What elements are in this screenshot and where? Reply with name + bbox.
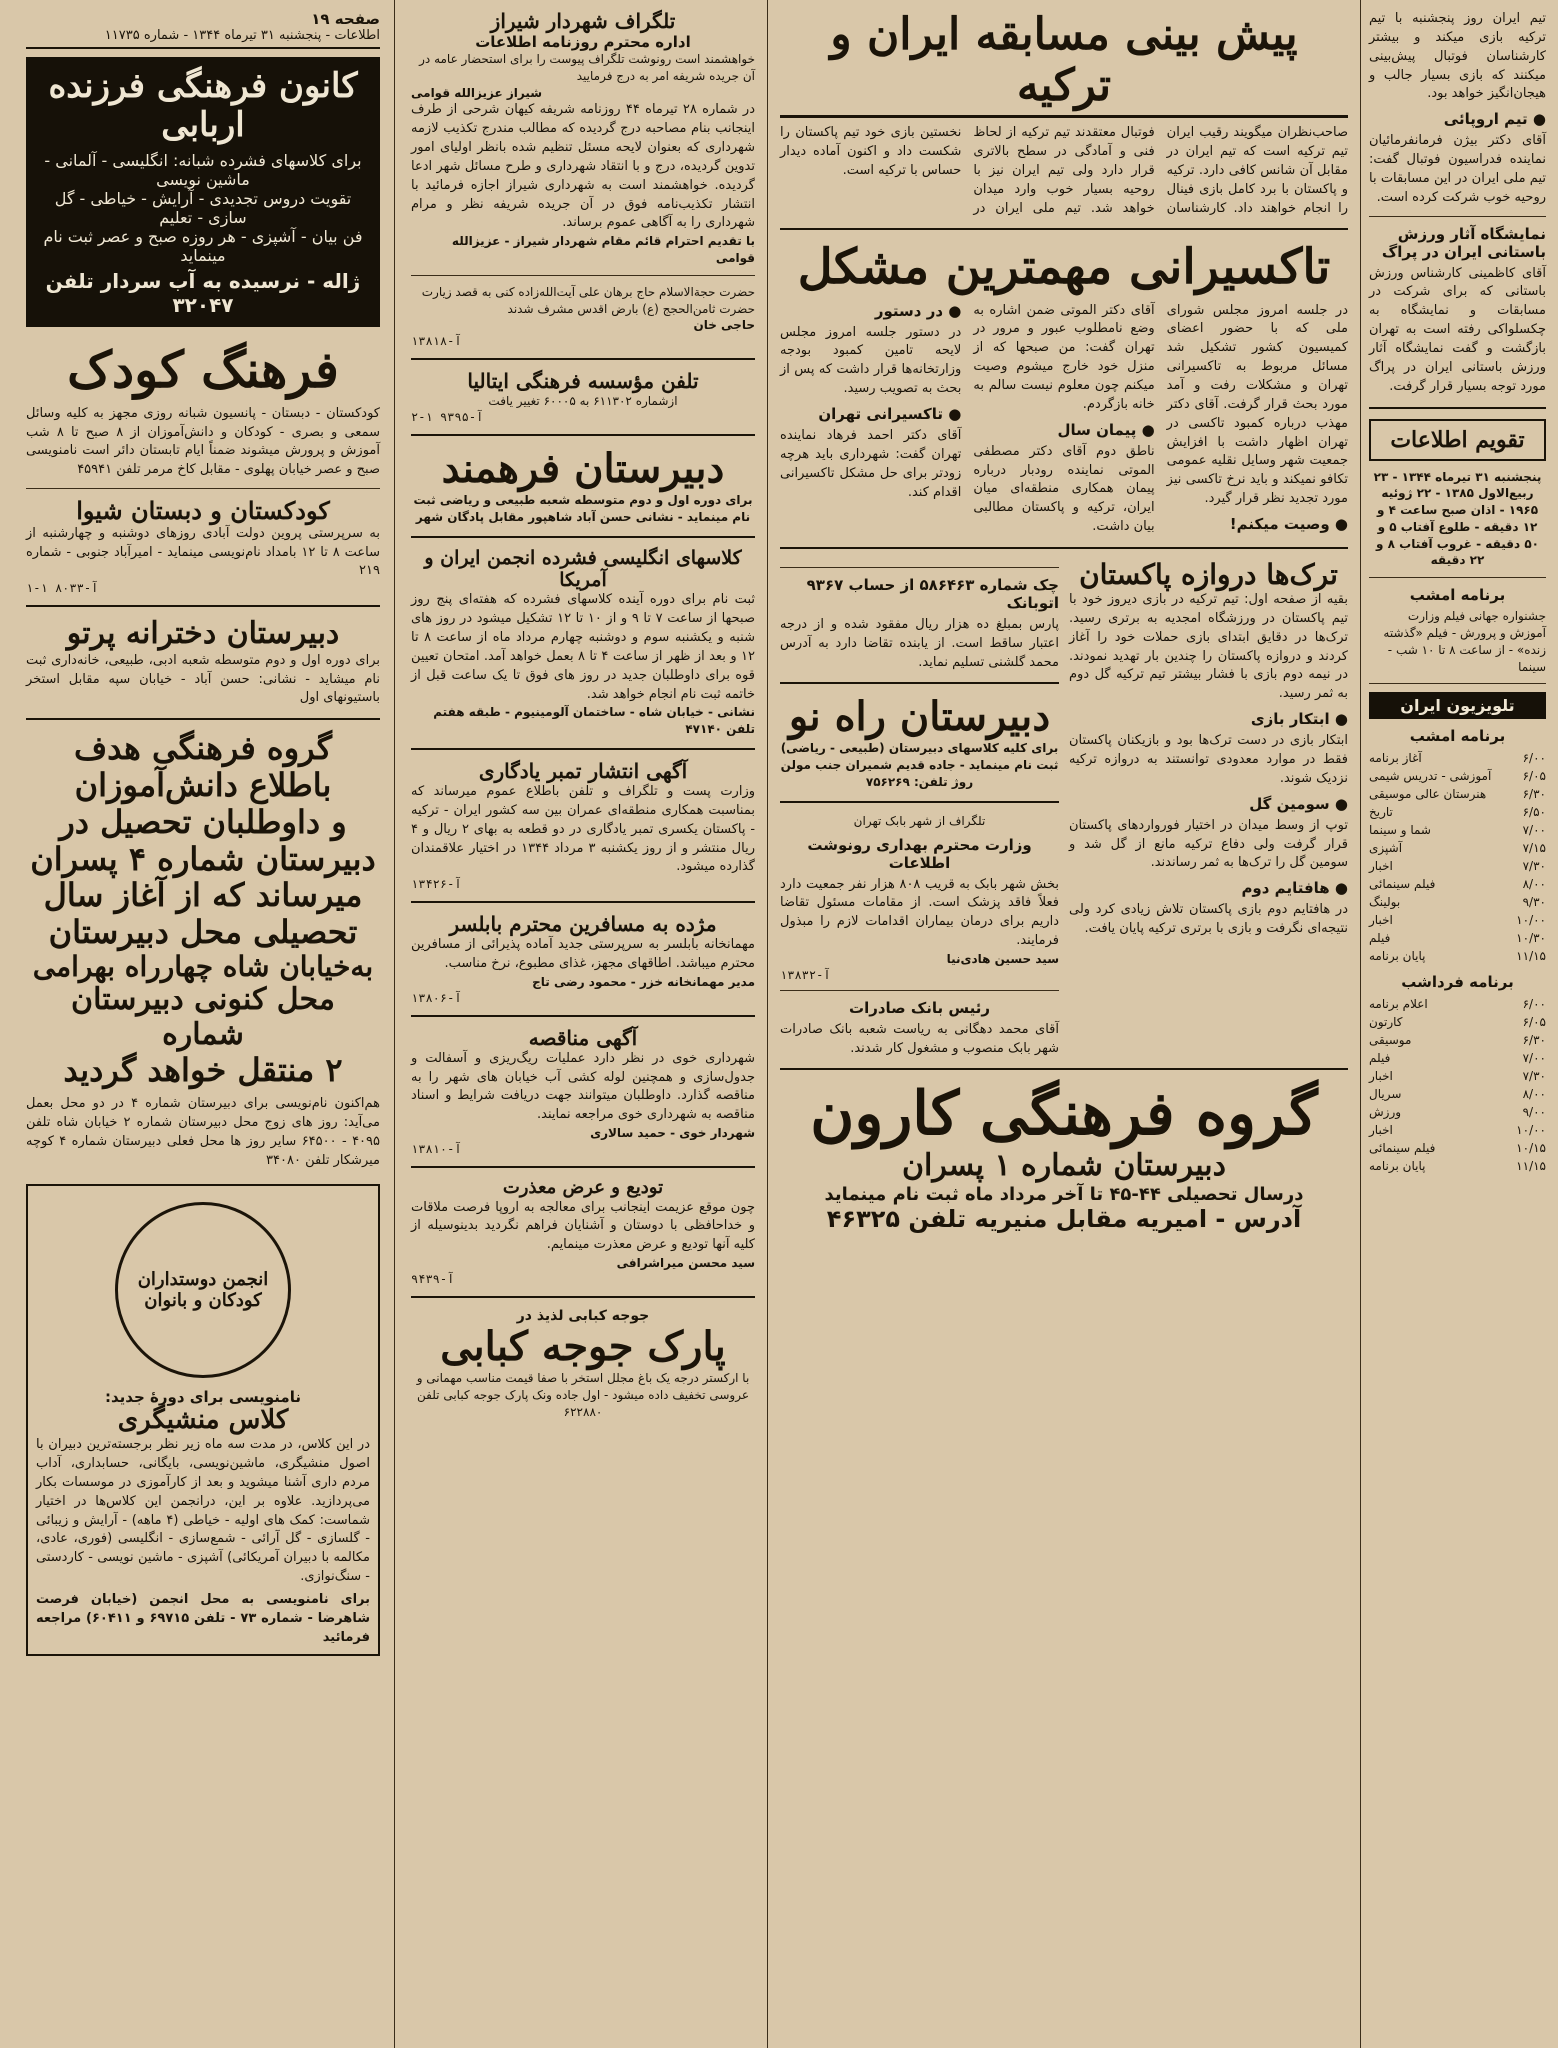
tv-program: فیلم bbox=[1369, 931, 1391, 946]
hadaf-line-6: تحصیلی محل دبیرستان bbox=[48, 913, 358, 952]
taxi-sub-3: ● در دستور bbox=[874, 301, 962, 320]
bank-ref: آ-۱۳۸۳۲ bbox=[780, 967, 831, 982]
tv-row bbox=[1369, 857, 1546, 875]
english-addr: نشانی - خیابان شاه - ساختمان آلومینیوم - طبقه هفتم تلفن ۴۷۱۴۰ bbox=[433, 705, 755, 737]
tv-program: فیلم سینمائی bbox=[1369, 877, 1436, 892]
tozie-title: تودیع و عرض معذرت bbox=[502, 1176, 664, 1198]
tv-row bbox=[1369, 875, 1546, 893]
tv2-title: برنامه فرداشب bbox=[1401, 973, 1514, 992]
column-right bbox=[1360, 0, 1558, 2048]
koodak-title: فرهنگ کودک bbox=[67, 340, 339, 400]
karoon-sub: دبیرستان شماره ۱ پسران bbox=[902, 1148, 1226, 1184]
tv-time: ۶/۵۰ bbox=[1522, 805, 1546, 820]
tv-schedule-tomorrow bbox=[1369, 995, 1546, 1175]
anjoman-foot: برای نامنویسی به محل انجمن (خیابان فرصت شاهرضا - شماره ۷۳ - تلفن ۶۹۷۱۵ و ۶۰۴۱۱) مراجعه فرمائید bbox=[36, 1592, 370, 1645]
kanoon-line-3: فن بیان - آشپزی - هر روزه صبح و عصر ثبت نام مینماید bbox=[43, 227, 363, 266]
right-body-2: آقای کاظمینی کارشناس ورزش باستانی که برای شرکت در مسابقات و نمایشگاه به چکسلواکی رفته است به تهران بازگشت و گفت نمایشگاه آثار ورزش باستانی ایران در پراگ مورد توجه بسیار قرار گرفت. bbox=[1369, 265, 1546, 394]
hadaf-ad bbox=[26, 730, 380, 1170]
tv-time: ۷/۳۰ bbox=[1522, 859, 1546, 874]
tv-row bbox=[1369, 893, 1546, 911]
pakistan-sub-1: ● ابتکار بازی bbox=[1250, 710, 1348, 729]
tv-row bbox=[1369, 929, 1546, 947]
taxi-body-2: آقای دکتر الموتی ضمن اشاره به وضع نامطلوب عبور و مرور در تهران گفت: من صبحها که از منزل خود خارج میشوم وصیت میکنم چون معلوم نیست سالم به خانه بازگردم. bbox=[973, 302, 1155, 412]
tozie-ref: آ-۹۴۳۹ bbox=[411, 1271, 455, 1286]
tv-program: پایان برنامه bbox=[1369, 949, 1426, 964]
right-lower-column bbox=[780, 559, 1059, 1059]
tv-row bbox=[1369, 1067, 1546, 1085]
tv-schedule bbox=[1369, 749, 1546, 965]
tv-time: ۸/۰۰ bbox=[1522, 1087, 1546, 1102]
tv-time: ۷/۰۰ bbox=[1522, 1051, 1546, 1066]
hadaf-line-3: و داوطلبان تحصیل در bbox=[59, 802, 347, 841]
shiva-body: به سرپرستی پروین دولت آبادی روزهای دوشنبه و چهارشنبه از ساعت ۸ تا ۱۲ بامداد نام‌نویسی مینماید - امیرآباد جنوبی - شماره ۲۱۹ bbox=[26, 525, 380, 579]
tv-program: هنرستان عالی موسیقی bbox=[1369, 787, 1487, 802]
tv-time: ۷/۰۰ bbox=[1522, 823, 1546, 838]
saderat-body: آقای محمد دهگانی به ریاست شعبه بانک صادرات شهر بابک منصوب و مشغول کار شدند. bbox=[780, 1021, 1059, 1056]
telegraf-sign-1: شیراز عزیزالله قوامی bbox=[411, 85, 543, 100]
anjoman-emblem-icon: انجمن دوستداران کودکان و بانوان bbox=[115, 1202, 291, 1378]
telegraf-note-sign: حاجی خان bbox=[693, 318, 755, 333]
kanoon-line-4: ژاله - نرسیده به آب سردار تلفن ۳۲۰۴۷ bbox=[45, 269, 361, 318]
karoon-body: درسال تحصیلی ۴۴-۴۵ تا آخر مرداد ماه ثبت نام مینماید bbox=[824, 1183, 1304, 1205]
pakistan-body-4: در هافتایم دوم بازی پاکستان تلاش زیادی کرد ولی نتیجه‌ای نگرفت و بازی با برتری ترکیه پایان یافت. bbox=[1069, 902, 1348, 937]
monaghese-ref: آ-۱۳۸۱۰ bbox=[411, 1141, 462, 1156]
page-number: صفحه ۱۹ bbox=[311, 10, 380, 28]
tv-time: ۷/۳۰ bbox=[1522, 1069, 1546, 1084]
telegraf-title: تلگراف شهردار شیراز bbox=[490, 9, 676, 33]
tv-logo: تلویزیون ایران bbox=[1369, 692, 1546, 719]
kanoon-line-2: تقویت دروس تجدیدی - آرایش - خیاطی - گل سازی - تعلیم bbox=[54, 189, 352, 228]
tv-row bbox=[1369, 1121, 1546, 1139]
tv-program: ورزش bbox=[1369, 1105, 1402, 1120]
tv-program: سریال bbox=[1369, 1087, 1402, 1102]
lower-news bbox=[780, 559, 1348, 1059]
tv-program: اعلام برنامه bbox=[1369, 997, 1428, 1012]
tozie-body: چون موقع عزیمت اینجانب برای معالجه به اروپا فرصت ملاقات و خداحافظی با دوستان و آشنایان فراهم نگردید بدینوسیله از کلیه آنها تودیع و عرض معذرت مینمایم. bbox=[411, 1199, 755, 1253]
tv-row bbox=[1369, 1031, 1546, 1049]
bank-sign: سید حسین هادی‌نیا bbox=[946, 951, 1059, 966]
pakistan-sub-3: ● هافتایم دوم bbox=[1241, 879, 1348, 898]
hadaf-line-9: ۲ منتقل خواهد گردید bbox=[63, 1051, 343, 1090]
italia-ref: آ-۹۳۹۵ ۱-۲ bbox=[411, 410, 484, 425]
right-top-body: تیم ایران روز پنجشنبه با تیم ترکیه بازی میکند و بیشتر کارشناسان فوتبال پیش‌بینی میکنند که بازی بسیار جالب و هیجان‌انگیز خواهد بود. bbox=[1369, 11, 1546, 102]
chek-title: چک شماره ۵۸۶۴۶۳ از حساب ۹۳۶۷ اتوبانک bbox=[806, 575, 1059, 612]
tv-time: ۱۱/۱۵ bbox=[1516, 1159, 1546, 1174]
shiva-ref: آ-۸۰۳۳ ۱-۱ bbox=[26, 581, 99, 596]
tv-time: ۱۰/۳۰ bbox=[1516, 931, 1546, 946]
hadaf-line-1: گروه فرهنگی هدف bbox=[73, 729, 333, 768]
tv-row bbox=[1369, 1139, 1546, 1157]
tv-row bbox=[1369, 821, 1546, 839]
italia-title: تلفن مؤسسه فرهنگی ایتالیا bbox=[467, 369, 699, 394]
pakistan-title: ترک‌ها دروازه پاکستان bbox=[1079, 557, 1338, 591]
hadaf-line-8: محل کنونی دبیرستان شماره bbox=[71, 982, 335, 1052]
telegraf-note: حضرت حجة‌الاسلام حاج برهان علی آیت‌الله‌زاده کنی به قصد زیارت حضرت ثامن‌الحجج (ع) بارض اقدس مشرف شدند bbox=[421, 284, 755, 316]
babolsar-title: مژده به مسافرین محترم بابلسر bbox=[449, 912, 717, 937]
telegraf-ref: آ-۱۳۸۱۸ bbox=[411, 334, 462, 349]
tambr-title: آگهی انتشار تمبر یادگاری bbox=[478, 759, 688, 784]
tv-title: برنامه امشب bbox=[1409, 727, 1506, 746]
tv-row bbox=[1369, 1013, 1546, 1031]
tv-program: فیلم bbox=[1369, 1051, 1391, 1066]
parto-title: دبیرستان دخترانه پرتو bbox=[66, 616, 340, 652]
rahno-body: برای کلیه کلاسهای دبیرستان (طبیعی - ریاضی) ثبت نام مینماید - جاده قدیم شمیران جنب مولن روژ تلفن: ۷۵۶۲۶۹ bbox=[780, 741, 1059, 789]
tv-row bbox=[1369, 839, 1546, 857]
tv-program: اخبار bbox=[1369, 1123, 1393, 1138]
tv-time: ۶/۰۵ bbox=[1522, 1015, 1546, 1030]
tv-program: پایان برنامه bbox=[1369, 1159, 1426, 1174]
tv-program: کارتون bbox=[1369, 1015, 1403, 1030]
pakistan-body-2: ابتکار بازی در دست ترک‌ها بود و بازیکنان پاکستان فقط در موارد معدودی توانستند به دروازه ترکیه نزدیک شوند. bbox=[1069, 733, 1348, 786]
tambr-ref: آ-۱۳۴۲۶ bbox=[411, 877, 462, 892]
hadaf-line-4: دبیرستان شماره ۴ پسران bbox=[30, 839, 376, 878]
bank-pre: تلگراف از شهر بابک تهران bbox=[853, 813, 986, 828]
tv-time: ۶/۰۰ bbox=[1522, 997, 1546, 1012]
anjoman-ad bbox=[26, 1184, 380, 1655]
taxi-title: تاکسیرانی مهمترین مشکل bbox=[797, 239, 1331, 296]
tv-row bbox=[1369, 1049, 1546, 1067]
right-sub-1: ● تیم اروپائی bbox=[1443, 110, 1546, 129]
right-sub-2: نمایشگاه آثار ورزش باستانی ایران در پراگ bbox=[1381, 224, 1546, 261]
telegraf-intro: خواهشمند است رونوشت تلگراف پیوست را برای استحضار عامه در آن جریده شریفه امر به درج فرمایید bbox=[419, 52, 755, 83]
tv-time: ۶/۳۰ bbox=[1522, 787, 1546, 802]
koodak-body: کودکستان - دبستان - پانسیون شبانه روزی مجهز به کلیه وسائل سمعی و بصری - کودکان و دانش‌آموزان از ۸ صبح تا ۸ شب آموزش و پرورش میشوند ضمناً ایام تابستان دائر است نامنویسی صبح و عصر خیابان پهلوی - مقابل کاخ مرمر تلفن ۴۵۹۴۱ bbox=[26, 405, 380, 478]
english-body: ثبت نام برای دوره آینده کلاسهای فشرده که هفته‌ای پنج روز صبحها از ساعت ۷ تا ۹ و از ۱۰ تا ۱۲ تشکیل میشود در روز های شنبه و یکشنبه سوم و دوشنبه چهارم مرداد ماه از ساعت ۸ تا ۱۲ و بعد از ظهر از ساعت ۴ تا ۸ بعمل خواهد آمد. امتحان تعیین قوه برای داوطلبان جدید در روز های فوق تا یک ساعت قبل از خاتمه ثبت نام انجام خواهد شد. bbox=[411, 592, 755, 702]
tambr-body: وزارت پست و تلگراف و تلفن باطلاع عموم میرساند که بمناسبت همکاری منطقه‌ای عمران بین سه کشور ایران - ترکیه - پاکستان یکسری تمبر یادگاری در دو قطعه به بهای ۲ ریال و ۴ ریال منتشر و از روز یکشنبه ۳ مرداد ۱۳۴۴ در اختیار علاقمندان گذارده میشود. bbox=[411, 784, 756, 875]
tv-time: ۶/۰۵ bbox=[1522, 769, 1546, 784]
tv-row bbox=[1369, 947, 1546, 965]
babolsar-sign: مدیر مهمانخانه خزر - محمود رضی تاج bbox=[532, 974, 755, 989]
tv-program: آغاز برنامه bbox=[1369, 751, 1422, 766]
babolsar-ref: آ-۱۳۸۰۶ bbox=[411, 990, 462, 1005]
tv-time: ۹/۳۰ bbox=[1522, 895, 1546, 910]
bank-title: وزارت محترم بهداری رونوشت اطلاعات bbox=[807, 835, 1032, 872]
tv-row bbox=[1369, 911, 1546, 929]
rahno-title: دبیرستان راه نو bbox=[788, 693, 1051, 741]
bank-body: بخش شهر بابک به قریب ۸۰۸ هزار نفر جمعیت دارد فعلاً فاقد پزشک است. از مقامات مسئول تقاضا داریم برای درمان بیماران اقدامات لازم را مبذول فرمایند. bbox=[780, 876, 1059, 949]
tv-program: اخبار bbox=[1369, 1069, 1393, 1084]
tv-program: شما و سینما bbox=[1369, 823, 1431, 838]
issue-line: اطلاعات - پنجشنبه ۳۱ تیرماه ۱۳۴۴ - شماره ۱۱۷۳۵ bbox=[26, 28, 380, 49]
pakistan-article bbox=[1069, 559, 1348, 1059]
karoon-ad bbox=[780, 1080, 1348, 1233]
monaghese-title: آگهی مناقصه bbox=[528, 1025, 638, 1050]
page-header bbox=[26, 10, 380, 28]
taxi-sub-2: ● پیمان سال bbox=[1057, 420, 1155, 439]
turkey-body: صاحب‌نظران میگویند رقیب ایران تیم ترکیه است که تیم ایران در مقابل آن شانس کافی دارد. ترکیه و پاکستان با برد کامل بازی فینال را انجام خواهند داد. کارشناسان فوتبال معتقدند تیم ترکیه از لحاظ فنی و آمادگی در سطح بالاتری قرار دارد ولی تیم ایران نیز با روحیه بسیار خوب وارد میدان خواهد شد. تیم ملی ایران در نخستین بازی خود تیم پاکستان را شکست داد و اکنون آماده دیدار حساس با ترکیه است. bbox=[780, 125, 1348, 216]
telegraf-to: اداره محترم روزنامه اطلاعات bbox=[475, 33, 691, 51]
tv-time: ۹/۰۰ bbox=[1522, 1105, 1546, 1120]
farhmand-body: برای دوره اول و دوم متوسطه شعبه طبیعی و ریاضی ثبت نام مینماید - نشانی حسن آباد شاهپور مقابل پادگان شهر bbox=[413, 493, 753, 524]
saderat-title: رئیس بانک صادرات bbox=[849, 998, 990, 1017]
pakistan-body: بقیه از صفحه اول: تیم ترکیه در بازی دیروز خود با تیم پاکستان در ورزشگاه امجدیه به برتری رسید. ترک‌ها در دقایق ابتدای بازی حملات خود را آغاز کردند و دروازه پاکستان را چندین بار تهدید نمودند. در نیمه دوم بازی با فشار بیشتر تیم ترکیه گل دوم به ثمر رسید. bbox=[1069, 592, 1348, 702]
chek-body: پارس بمبلغ ده هزار ریال مفقود شده و از درجه اعتبار ساقط است. از یابنده تقاضا دارد به آدرس محمد گلشنی تسلیم نماید. bbox=[780, 616, 1059, 670]
taxi-article bbox=[780, 302, 1348, 537]
tv-time: ۱۱/۱۵ bbox=[1516, 949, 1546, 964]
taxi-sub-4: ● تاکسیرانی تهران bbox=[818, 404, 962, 423]
tozie-sign: سید محسن میراشرافی bbox=[616, 1256, 755, 1271]
right-body-1: آقای دکتر بیژن فرمانفرمائیان نماینده فدراسیون فوتبال گفت: تیم ملی ایران در این مسابقات با روحیه خوب شرکت کرده است. bbox=[1369, 133, 1546, 205]
tv-row bbox=[1369, 785, 1546, 803]
kababi-title: پارک جوجه کبابی bbox=[440, 1322, 726, 1370]
tv-program: آموزشی - تدریس شیمی bbox=[1369, 769, 1492, 784]
hadaf-line-5: میرساند که از آغاز سال bbox=[43, 876, 363, 915]
anjoman-heading-2: کلاس منشیگری bbox=[117, 1405, 289, 1436]
tv-time: ۱۰/۰۰ bbox=[1516, 1123, 1546, 1138]
tv-program: بولینگ bbox=[1369, 895, 1401, 910]
tonight-title: برنامه امشب bbox=[1409, 586, 1506, 605]
tv-program: اخبار bbox=[1369, 859, 1393, 874]
kanoon-ad bbox=[26, 57, 380, 327]
tv-time: ۱۰/۰۰ bbox=[1516, 913, 1546, 928]
taxi-body: در جلسه امروز مجلس شورای ملی که با حضور اعضای کمیسیون کشور تشکیل شد مسائل مربوط به تاکسیرانی تهران و مشکلات رفت و آمد مورد بحث قرار گرفت. آقای دکتر مهذب درباره کمبود تاکسی در تهران اظهار داشت با افزایش جمعیت شهر وسایل نقلیه عمومی تکافو نمیکند و باید نرخ تاکسی نیز مورد تجدید نظر قرار گیرد. bbox=[1166, 302, 1348, 507]
tv-program: فیلم سینمائی bbox=[1369, 1141, 1436, 1156]
hadaf-line-7: به‌خیابان شاه چهارراه بهرامی bbox=[32, 950, 374, 983]
tv-row bbox=[1369, 1103, 1546, 1121]
kanoon-title: کانون فرهنگی فرزنده اربابی bbox=[48, 66, 358, 146]
tv-time: ۸/۰۰ bbox=[1522, 877, 1546, 892]
tv-time: ۱۰/۱۵ bbox=[1516, 1141, 1546, 1156]
monaghese-body: شهرداری خوی در نظر دارد عملیات ریگ‌ریزی و آسفالت و جدول‌سازی و همچنین لوله کشی آب خیابان های شهر را به مناقصه گذارد. داوطلبان میتوانند جهت دریافت شرایط و اسناد مناقصه به شهرداری خوی مراجعه نمایند. bbox=[411, 1050, 755, 1123]
pakistan-body-3: توپ از وسط میدان در اختیار فورواردهای پاکستان قرار گرفت ولی دفاع ترکیه مانع از گل شد و سومین گل را ترک‌ها به ثمر رساندند. bbox=[1069, 817, 1348, 871]
tv-row bbox=[1369, 1157, 1546, 1175]
parto-body: برای دوره اول و دوم متوسطه شعبه ادبی، طبیعی، خانه‌داری ثبت نام میشاید - نشانی: حسن آباد - خیابان سپه مقابل استخر باستیونهای اول bbox=[26, 652, 380, 706]
column-center-left bbox=[394, 0, 767, 2048]
karoon-title: گروه فرهنگی کارون bbox=[810, 1079, 1318, 1150]
hadaf-foot: هم‌اکنون نام‌نویسی برای دبیرستان شماره ۴ در دو محل بعمل می‌آید: روز های زوج محل دبیرستان شماره ۲ خیابان شاه تلفن ۴۰۹۵ - ۶۴۵۰۰ سایر روز ها محل فعلی دبیرستان شماره ۴ کوچه میرشکار تلفن ۳۴۰۸۰ bbox=[26, 1095, 380, 1168]
taxi-sub-1: ● وصیت میکنم! bbox=[1229, 514, 1348, 533]
taxi-body-5: آقای دکتر احمد فرهاد نماینده تهران گفت: شهرداری باید هرچه زودتر برای حل مشکل تاکسیرانی اقدام کند. bbox=[780, 427, 962, 500]
tv-time: ۶/۰۰ bbox=[1522, 751, 1546, 766]
kanoon-line-1: برای کلاسهای فشرده شبانه: انگلیسی - آلمانی - ماشین نویسی bbox=[44, 151, 362, 190]
italia-body: ازشماره ۶۱۱۳۰۲ به ۶۰۰۰۵ تغییر یافت bbox=[488, 394, 678, 409]
tv-row bbox=[1369, 1085, 1546, 1103]
english-title: کلاسهای انگلیسی فشرده انجمن ایران و آمریکا bbox=[424, 546, 742, 591]
tv-row bbox=[1369, 749, 1546, 767]
taqvim-body: پنجشنبه ۳۱ تیرماه ۱۳۴۴ - ۲۳ ربیع‌الاول ۱۳۸۵ - ۲۲ ژوئیه ۱۹۶۵ - اذان صبح ساعت ۴ و ۱۲ دقیقه - طلوع آفتاب ۵ و ۵۰ دقیقه - غروب آفتاب ۸ و ۲۲ دقیقه bbox=[1373, 469, 1542, 568]
turkey-title: پیش بینی مسابقه ایران و ترکیه bbox=[780, 10, 1348, 118]
taxi-body-3: ناطق دوم آقای دکتر مصطفی الموتی نماینده رودبار درباره پیمان همکاری منطقه‌ای میان ایران، ترکیه و پاکستان مطالبی بیان داشت. bbox=[973, 443, 1155, 535]
taxi-body-4: در دستور جلسه امروز مجلس لایحه تامین کمبود بودجه وزارتخانه‌ها قرار داشت که پس از بحث به تصویب رسید. bbox=[780, 324, 962, 397]
hadaf-line-2: باطلاع دانش‌آموزان bbox=[74, 766, 332, 805]
tv-row bbox=[1369, 995, 1546, 1013]
tonight-body: جشنواره جهانی فیلم وزارت آموزش و پرورش - فیلم «گذشته زنده» - از ساعت ۸ تا ۱۰ شب - سینما bbox=[1383, 609, 1546, 674]
kababi-pre: جوجه کبابی لذیذ در bbox=[516, 1307, 650, 1324]
column-news bbox=[767, 0, 1360, 2048]
tv-time: ۷/۱۵ bbox=[1522, 841, 1546, 856]
tv-program: موسیقی bbox=[1369, 1033, 1412, 1048]
tv-program: تاریخ bbox=[1369, 805, 1393, 820]
tv-program: اخبار bbox=[1369, 913, 1393, 928]
tv-time: ۶/۳۰ bbox=[1522, 1033, 1546, 1048]
tv-program: آشپزی bbox=[1369, 841, 1403, 856]
pakistan-sub-2: ● سومین گل bbox=[1249, 794, 1348, 813]
karoon-addr: آدرس - امیریه مقابل منیریه تلفن ۴۶۳۲۵ bbox=[826, 1204, 1302, 1233]
telegraf-sign-2: با تقدیم احترام قائم مقام شهردار شیراز - عزیزالله قوامی bbox=[451, 234, 755, 266]
anjoman-heading-1: نامنویسی برای دورهٔ جدید: bbox=[105, 1388, 301, 1407]
shiva-title: کودکستان و دبستان شیوا bbox=[76, 496, 330, 526]
farhmand-title: دبیرستان فرهمند bbox=[441, 445, 725, 493]
column-left bbox=[0, 0, 394, 2048]
kababi-body: با ارکستر درجه یک باغ مجلل استخر با صفا قیمت مناسب مهمانی و عروسی تخفیف داده میشود - اول جاده ونک پارک جوجه کبابی تلفن ۶۲۲۸۸۰ bbox=[416, 1370, 750, 1419]
telegraf-body: در شماره ۲۸ تیرماه ۴۴ روزنامه شریفه کیهان شرحی از طرف اینجانب بنام مصاحبه درج گردیده که مطالب مندرج تکذیب لازمه شهرداری که بعنوان لایحه مسئل تنظیم شده بانظر اولیای امور تدوین گردیده، درج و با انتقاد شهرداری و طرح مسائل شهر ادعا گردیده. خواهشمند است به شهرداری شیراز اجازه فرمائید با انتشار تکذیب‌نامه فوق در آن جریده شریفه نظر و مرام شهرداری را به آگاهی عموم برساند. bbox=[411, 102, 755, 231]
tv-row bbox=[1369, 767, 1546, 785]
tv-row bbox=[1369, 803, 1546, 821]
babolsar-body: مهمانخانه بابلسر به سرپرستی جدید آماده پذیرائی از مسافرین محترم میباشد. اطاقهای مجهز، غذای مطبوع، نرخ مناسب. bbox=[411, 937, 755, 972]
taqvim-logo: تقویم اطلاعات bbox=[1369, 419, 1546, 461]
anjoman-body: در این کلاس، در مدت سه ماه زیر نظر برجسته‌ترین دبیران با اصول منشیگری، ماشین‌نویسی، بایگانی، حسابداری، آداب مردم داری آشنا میشوید و بعد از کارآموزی در موسسات بکار می‌پردازید. علاوه بر این، درانجمن این کلاس‌ها در اختیار شماست: کمک های اولیه - خیاطی (۴ ماهه) - آرایش و زیبائی - گلسازی - گل آرائی - شمع‌سازی - انگلیسی (فوری، عادی، مکالمه با دبیران آمریکائی) آشپزی - ماشین نویسی - کاردستی - سنگ‌نوازی. bbox=[36, 1437, 370, 1585]
monaghese-sign: شهردار خوی - حمید سالاری bbox=[590, 1126, 755, 1141]
